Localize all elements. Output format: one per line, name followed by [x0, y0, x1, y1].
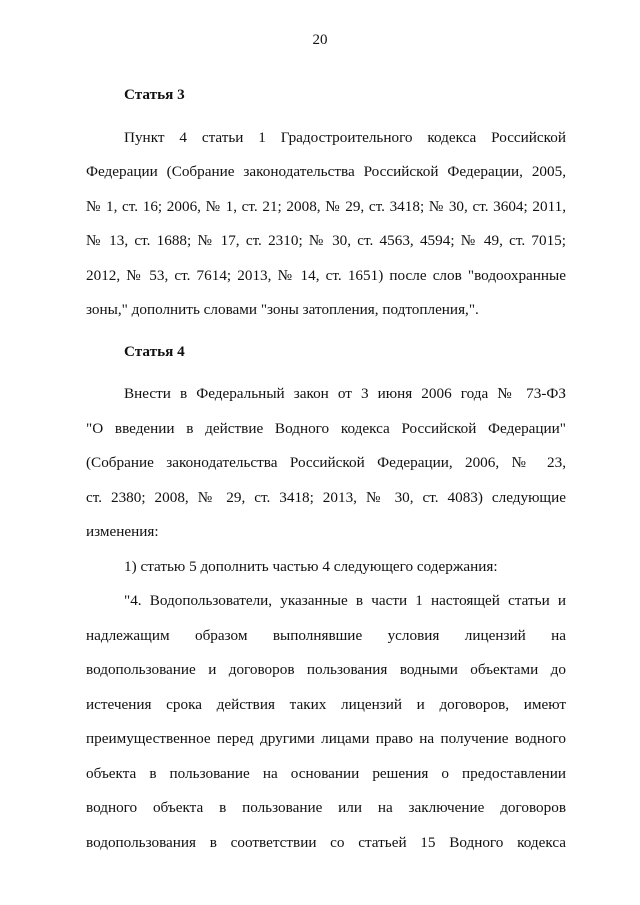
- text-line: № 13, ст. 1688; № 17, ст. 2310; № 30, ст. 4563, 4594; № 49, ст. 7015;: [86, 232, 566, 249]
- text-line: водного объекта в пользование или на заключение договоров: [86, 799, 566, 816]
- text-line: Пункт 4 статьи 1 Градостроительного кодекса Российской: [124, 128, 566, 146]
- text-line: № 1, ст. 16; 2006, № 1, ст. 21; 2008, № 29, ст. 3418; № 30, ст. 3604; 2011,: [86, 197, 566, 215]
- text-line: 2012, № 53, ст. 7614; 2013, № 14, ст. 1651) после слов "водоохранные: [86, 266, 566, 284]
- text-line: Федерации (Собрание законодательства Российской Федерации, 2005,: [86, 163, 566, 180]
- article-4-item-1: [86, 550, 566, 585]
- text-line: "О введении в действие Водного кодекса Российской Федерации": [86, 419, 566, 437]
- document-body: [86, 78, 566, 860]
- article-4-heading: Статья 4: [124, 342, 185, 360]
- article-4-quoted-paragraph: [86, 584, 566, 860]
- text-line: Внести в Федеральный закон от 3 июня 2006 года № 73-ФЗ: [124, 385, 566, 402]
- article-4-intro-paragraph: [86, 377, 566, 550]
- text-line: "4. Водопользователи, указанные в части 1 настоящей статьи и: [124, 592, 566, 609]
- text-line: зоны," дополнить словами "зоны затопления, подтопления,".: [86, 301, 479, 318]
- article-3-paragraph: [86, 121, 566, 328]
- text-line: водопользование и договоров пользования водными объектами до: [86, 661, 566, 678]
- text-line: 1) статью 5 дополнить частью 4 следующего содержания:: [124, 557, 498, 575]
- text-line: преимущественное перед другими лицами право на получение водного: [86, 730, 566, 747]
- text-line: истечения срока действия таких лицензий и договоров, имеют: [86, 695, 566, 713]
- text-line: (Собрание законодательства Российской Федерации, 2006, № 23,: [86, 454, 566, 471]
- text-line: ст. 2380; 2008, № 29, ст. 3418; 2013, № 30, ст. 4083) следующие изменения:: [86, 488, 566, 540]
- page-number: 20: [312, 32, 328, 48]
- text-line: водопользования в соответствии со статьей 15 Водного кодекса: [86, 833, 566, 851]
- text-line: объекта в пользование на основании решения о предоставлении: [86, 764, 566, 782]
- article-3-heading: Статья 3: [124, 86, 185, 103]
- text-line: надлежащим образом выполнявшие условия лицензий на: [86, 626, 566, 644]
